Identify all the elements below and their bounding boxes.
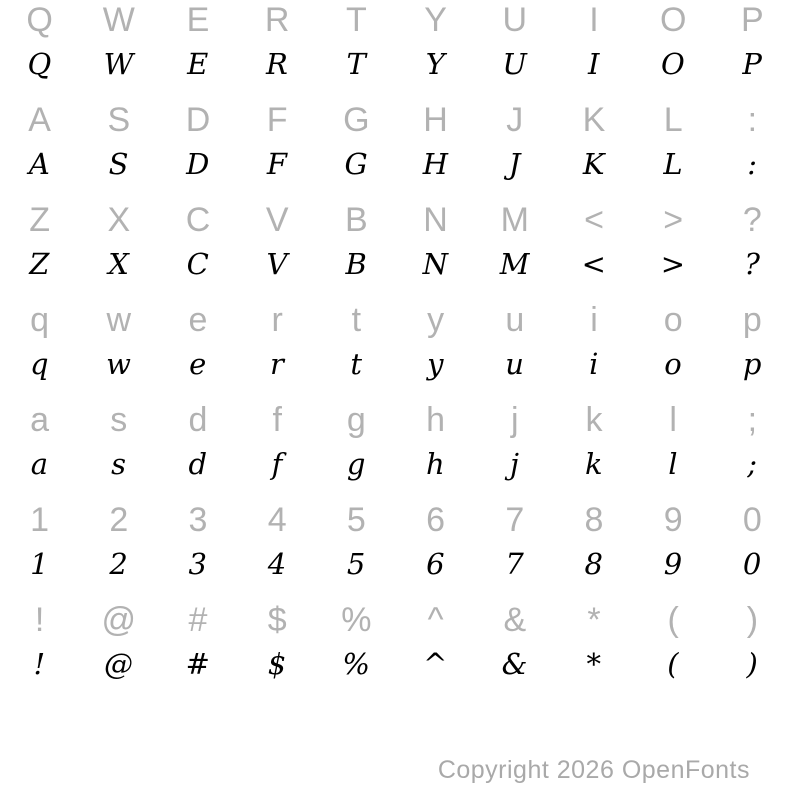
glyph-cell: Z [29,200,50,239]
glyph-cell: 0 [742,500,762,539]
glyph-cell: y [427,300,445,339]
glyph-cell: r [270,347,285,381]
glyph-row-ref-upper-qwerty [0,0,792,40]
glyph-cell: P [741,0,764,39]
glyph-cell: k [584,447,604,481]
glyph-cell: Y [424,0,447,39]
glyph-cell: t [350,347,363,381]
glyph-cell: Q [26,0,53,39]
glyph-row-ref-lower-asdf [0,400,792,440]
glyph-cell: ^ [423,647,448,681]
glyph-cell: e [189,347,207,381]
glyph-cell: 5 [346,547,366,581]
glyph-cell: 1 [30,547,50,581]
glyph-cell: 9 [663,500,683,539]
glyph-cell: M [499,247,530,281]
glyph-cell: j [510,447,520,481]
glyph-cell: & [503,600,527,639]
glyph-cell: G [344,147,369,181]
glyph-cell: L [663,100,683,139]
glyph-cell: d [188,447,208,481]
glyph-cell: G [343,100,370,139]
glyph-cell: Y [425,47,446,81]
glyph-cell: J [506,100,524,139]
glyph-cell: ( [667,647,680,681]
glyph-cell: a [30,400,50,439]
glyph-cell: E [187,47,209,81]
glyph-cell: a [30,447,49,481]
glyph-cell: 4 [267,547,287,581]
glyph-cell: H [423,100,448,139]
glyph-cell: L [663,147,684,181]
glyph-cell: * [586,647,602,681]
glyph-cell: t [351,300,362,339]
glyph-cell: > [660,247,686,281]
glyph-cell: : [747,147,758,181]
glyph-row-spec-lower-qwerty [0,340,792,388]
glyph-cell: R [266,47,289,81]
glyph-row-spec-upper-qwerty [0,40,792,88]
glyph-row-spec-symbols [0,640,792,688]
glyph-cell: I [589,0,599,39]
glyph-cell: < [581,247,607,281]
glyph-row-ref-digits [0,500,792,540]
glyph-cell: ; [747,400,758,439]
glyph-cell: S [107,100,131,139]
glyph-cell: # [185,647,211,681]
glyph-cell: 8 [584,547,604,581]
glyph-cell: T [346,0,367,39]
glyph-cell: X [108,247,130,281]
glyph-cell: ) [746,647,759,681]
glyph-cell: H [422,147,449,181]
glyph-cell: V [266,247,288,281]
glyph-cell: p [742,347,762,381]
glyph-cell: ! [33,647,46,681]
glyph-cell: 2 [109,500,129,539]
glyph-cell: $ [267,600,287,639]
glyph-cell: ? [744,247,761,281]
glyph-cell: u [505,347,525,381]
glyph-cell: B [345,247,368,281]
glyph-cell: 1 [30,500,50,539]
glyph-cell: @ [104,647,134,681]
glyph-cell: w [106,347,132,381]
glyph-cell: s [110,400,128,439]
glyph-cell: f [271,447,283,481]
glyph-cell: : [747,100,758,139]
glyph-cell: K [582,147,606,181]
glyph-cell: O [661,47,686,81]
glyph-cell: i [590,300,598,339]
glyph-cell: e [188,300,208,339]
glyph-cell: o [664,347,683,381]
glyph-cell: W [102,0,135,39]
glyph-cell: 0 [742,547,762,581]
glyph-cell: B [345,200,368,239]
glyph-cell: % [341,600,372,639]
glyph-cell: @ [101,600,137,639]
glyph-cell: F [266,100,288,139]
glyph-cell: ? [742,200,762,239]
glyph-row-ref-upper-asdf [0,100,792,140]
glyph-cell: O [659,0,687,39]
glyph-cell: M [500,200,529,239]
glyph-cell: A [28,147,51,181]
glyph-row-ref-symbols [0,600,792,640]
glyph-cell: * [587,600,601,639]
glyph-cell: 6 [426,547,446,581]
glyph-cell: j [511,400,519,439]
glyph-cell: 9 [663,547,683,581]
glyph-cell: # [188,600,208,639]
glyph-cell: w [106,300,132,339]
glyph-cell: C [186,247,210,281]
glyph-cell: l [668,447,679,481]
glyph-row-spec-upper-asdf [0,140,792,188]
glyph-cell: 3 [188,547,208,581]
glyph-cell: h [425,447,446,481]
glyph-cell: 4 [267,500,287,539]
glyph-cell: ; [747,447,758,481]
glyph-cell: u [505,300,525,339]
glyph-cell: < [584,200,604,239]
glyph-cell: X [107,200,131,239]
glyph-cell: s [111,447,127,481]
glyph-cell: 7 [505,500,525,539]
glyph-cell: 3 [188,500,208,539]
glyph-cell: I [588,47,600,81]
glyph-cell: ) [746,600,759,639]
glyph-cell: r [271,300,283,339]
glyph-cell: q [30,347,50,381]
glyph-cell: D [186,147,210,181]
glyph-cell: o [663,300,683,339]
glyph-cell: d [188,400,208,439]
glyph-cell: N [423,200,448,239]
glyph-cell: y [427,347,445,381]
glyph-cell: F [266,147,288,181]
glyph-cell: > [663,200,684,239]
glyph-row-spec-lower-asdf [0,440,792,488]
glyph-cell: N [422,247,449,281]
glyph-cell: i [589,347,599,381]
glyph-row-spec-digits [0,540,792,588]
glyph-cell: h [426,400,446,439]
glyph-cell: 5 [346,500,366,539]
glyph-cell: $ [267,647,287,681]
glyph-cell: p [742,300,762,339]
glyph-row-spec-upper-zxcv [0,240,792,288]
glyph-cell: k [585,400,603,439]
glyph-cell: P [742,47,763,81]
glyph-cell: 7 [505,547,525,581]
glyph-cell: f [272,400,282,439]
glyph-cell: & [501,647,528,681]
glyph-cell: K [582,100,606,139]
glyph-cell: J [508,147,521,181]
glyph-cell: W [103,47,134,81]
glyph-cell: Z [29,247,50,281]
glyph-cell: Q [27,47,52,81]
glyph-row-ref-upper-zxcv [0,200,792,240]
glyph-cell: T [346,47,367,81]
glyph-cell: R [264,0,290,39]
glyph-cell: 2 [109,547,129,581]
glyph-cell: U [502,47,528,81]
glyph-cell: g [346,447,366,481]
glyph-cell: 6 [426,500,446,539]
copyright-text: Copyright 2026 OpenFonts [437,756,750,784]
glyph-cell: l [669,400,677,439]
glyph-cell: ! [34,600,45,639]
glyph-cell: 8 [584,500,604,539]
glyph-cell: g [346,400,366,439]
glyph-cell: % [342,647,371,681]
glyph-cell: q [30,300,50,339]
glyph-cell: C [185,200,211,239]
glyph-cell: V [265,200,289,239]
glyph-cell: D [185,100,211,139]
glyph-cell: U [502,0,528,39]
glyph-cell: ^ [427,600,444,639]
glyph-cell: A [28,100,51,139]
glyph-row-ref-lower-qwerty [0,300,792,340]
glyph-cell: E [186,0,210,39]
glyph-cell: S [108,147,129,181]
glyph-cell: ( [667,600,679,639]
